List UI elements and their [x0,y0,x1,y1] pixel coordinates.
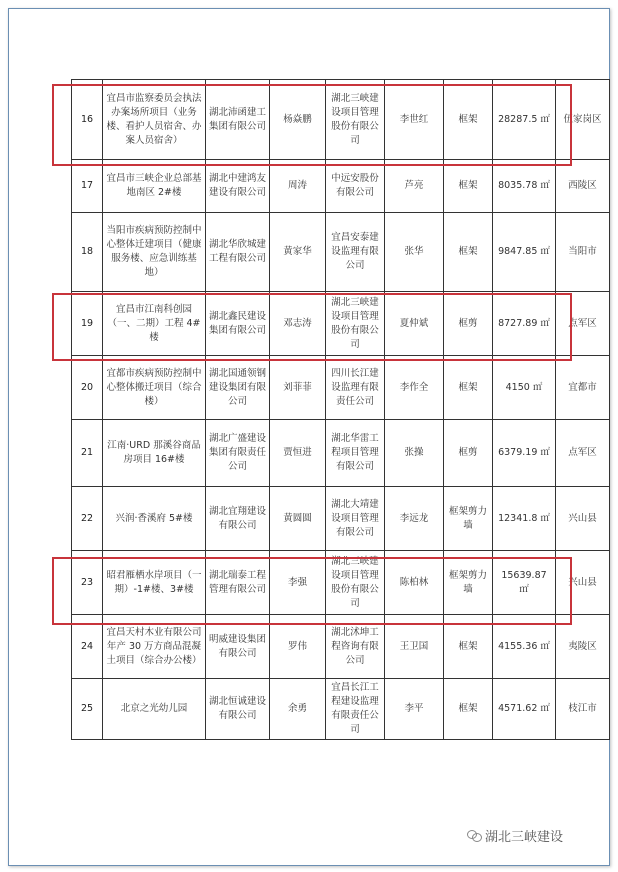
building-area-cell: 12341.8 ㎡ [493,487,556,551]
district-cell: 宜都市 [556,356,610,420]
row-number-cell: 23 [72,551,103,615]
building-area-cell: 8035.78 ㎡ [493,160,556,213]
contractor-name-cell: 湖北瑞泰工程管理有限公司 [206,551,270,615]
chief-supervisor-cell: 夏仲斌 [385,292,444,356]
project-manager-cell: 李强 [270,551,326,615]
project-name-cell: 宜昌市监察委员会执法办案场所项目（业务楼、看护人员宿舍、办案人员宿舍） [103,80,206,160]
contractor-name-cell: 湖北华欣城建工程有限公司 [206,213,270,292]
project-manager-cell: 刘菲菲 [270,356,326,420]
row-number-cell: 19 [72,292,103,356]
project-manager-cell: 黄家华 [270,213,326,292]
chief-supervisor-cell: 李作全 [385,356,444,420]
project-name-cell: 宜都市疾病预防控制中心整体搬迁项目（综合楼） [103,356,206,420]
structure-type-cell: 框剪 [444,292,493,356]
project-manager-cell: 贾恒进 [270,420,326,487]
project-name-cell: 宜昌天村木业有限公司年产 30 万方商品混凝土项目（综合办公楼） [103,615,206,679]
district-cell: 西陵区 [556,160,610,213]
row-number-cell: 20 [72,356,103,420]
row-number-cell: 25 [72,679,103,740]
table-row [72,356,610,420]
district-cell: 点军区 [556,292,610,356]
chief-supervisor-cell: 李平 [385,679,444,740]
project-name-cell: 兴润·香溪府 5#楼 [103,487,206,551]
project-name-cell: 昭君雁栖水岸项目（一期）-1#楼、3#楼 [103,551,206,615]
project-name-cell: 北京之光幼儿园 [103,679,206,740]
district-cell: 夷陵区 [556,615,610,679]
supervisor-name-cell: 湖北沭坤工程咨询有限公司 [326,615,385,679]
row-number-cell: 24 [72,615,103,679]
supervisor-name-cell: 湖北三峡建设项目管理股份有限公司 [326,292,385,356]
building-area-cell: 15639.87 ㎡ [493,551,556,615]
contractor-name-cell: 湖北国通领钢建设集团有限公司 [206,356,270,420]
watermark-text: 湖北三峡建设 [485,829,564,845]
table-row [72,420,610,487]
contractor-name-cell: 湖北沛函建工集团有限公司 [206,80,270,160]
contractor-name-cell: 湖北中建鸿友建设有限公司 [206,160,270,213]
project-name-cell: 宜昌市江南科创园（一、二期）工程 4#楼 [103,292,206,356]
district-cell: 兴山县 [556,487,610,551]
supervisor-name-cell: 湖北三峡建设项目管理股份有限公司 [326,80,385,160]
district-cell: 枝江市 [556,679,610,740]
structure-type-cell: 框架剪力墙 [444,551,493,615]
building-area-cell: 4571.62 ㎡ [493,679,556,740]
project-manager-cell: 黄圆圆 [270,487,326,551]
district-cell: 兴山县 [556,551,610,615]
district-cell: 当阳市 [556,213,610,292]
building-area-cell: 28287.5 ㎡ [493,80,556,160]
chief-supervisor-cell: 芦亮 [385,160,444,213]
highlight-box-row-23 [52,557,572,625]
structure-type-cell: 框架 [444,679,493,740]
highlight-box-row-19 [52,293,572,361]
project-manager-cell: 邓志涛 [270,292,326,356]
chief-supervisor-cell: 李世红 [385,80,444,160]
row-number-cell: 21 [72,420,103,487]
wechat-icon [467,829,481,841]
highlight-box-row-16 [52,84,572,166]
building-area-cell: 9847.85 ㎡ [493,213,556,292]
project-manager-cell: 周涛 [270,160,326,213]
supervisor-name-cell: 湖北大靖建设项目管理有限公司 [326,487,385,551]
row-number-cell: 18 [72,213,103,292]
building-area-cell: 6379.19 ㎡ [493,420,556,487]
project-manager-cell: 罗伟 [270,615,326,679]
chief-supervisor-cell: 张操 [385,420,444,487]
chief-supervisor-cell: 张华 [385,213,444,292]
chief-supervisor-cell: 王卫国 [385,615,444,679]
row-number-cell: 16 [72,80,103,160]
structure-type-cell: 框架 [444,80,493,160]
supervisor-name-cell: 宜昌安泰建设监理有限公司 [326,213,385,292]
district-cell: 点军区 [556,420,610,487]
building-area-cell: 4155.36 ㎡ [493,615,556,679]
contractor-name-cell: 湖北鑫民建设集团有限公司 [206,292,270,356]
contractor-name-cell: 湖北广盛建设集团有限责任公司 [206,420,270,487]
table-row [72,160,610,213]
row-number-cell: 22 [72,487,103,551]
table-row [72,213,610,292]
chief-supervisor-cell: 陈柏林 [385,551,444,615]
structure-type-cell: 框架 [444,213,493,292]
table-row [72,679,610,740]
row-number-cell: 17 [72,160,103,213]
watermark [467,825,563,845]
structure-type-cell: 框架 [444,160,493,213]
structure-type-cell: 框架 [444,356,493,420]
building-area-cell: 4150 ㎡ [493,356,556,420]
project-manager-cell: 余勇 [270,679,326,740]
project-name-cell: 当阳市疾病预防控制中心整体迁建项目（健康服务楼、应急训练基地） [103,213,206,292]
contractor-name-cell: 湖北恒诚建设有限公司 [206,679,270,740]
structure-type-cell: 框架 [444,615,493,679]
project-manager-cell: 杨焱鹏 [270,80,326,160]
supervisor-name-cell: 湖北华雷工程项目管理有限公司 [326,420,385,487]
contractor-name-cell: 明威建设集团有限公司 [206,615,270,679]
structure-type-cell: 框架剪力墙 [444,487,493,551]
project-name-cell: 江南·URD 那溪谷商品房项目 16#楼 [103,420,206,487]
building-area-cell: 8727.89 ㎡ [493,292,556,356]
chief-supervisor-cell: 李远龙 [385,487,444,551]
project-table [71,79,610,740]
table-row [72,487,610,551]
supervisor-name-cell: 中远安股份有限公司 [326,160,385,213]
project-name-cell: 宜昌市三峡企业总部基地南区 2#楼 [103,160,206,213]
supervisor-name-cell: 四川长江建设监理有限责任公司 [326,356,385,420]
supervisor-name-cell: 湖北三峡建设项目管理股份有限公司 [326,551,385,615]
structure-type-cell: 框剪 [444,420,493,487]
district-cell: 伍家岗区 [556,80,610,160]
contractor-name-cell: 湖北宜翔建设有限公司 [206,487,270,551]
supervisor-name-cell: 宜昌长江工程建设监理有限责任公司 [326,679,385,740]
